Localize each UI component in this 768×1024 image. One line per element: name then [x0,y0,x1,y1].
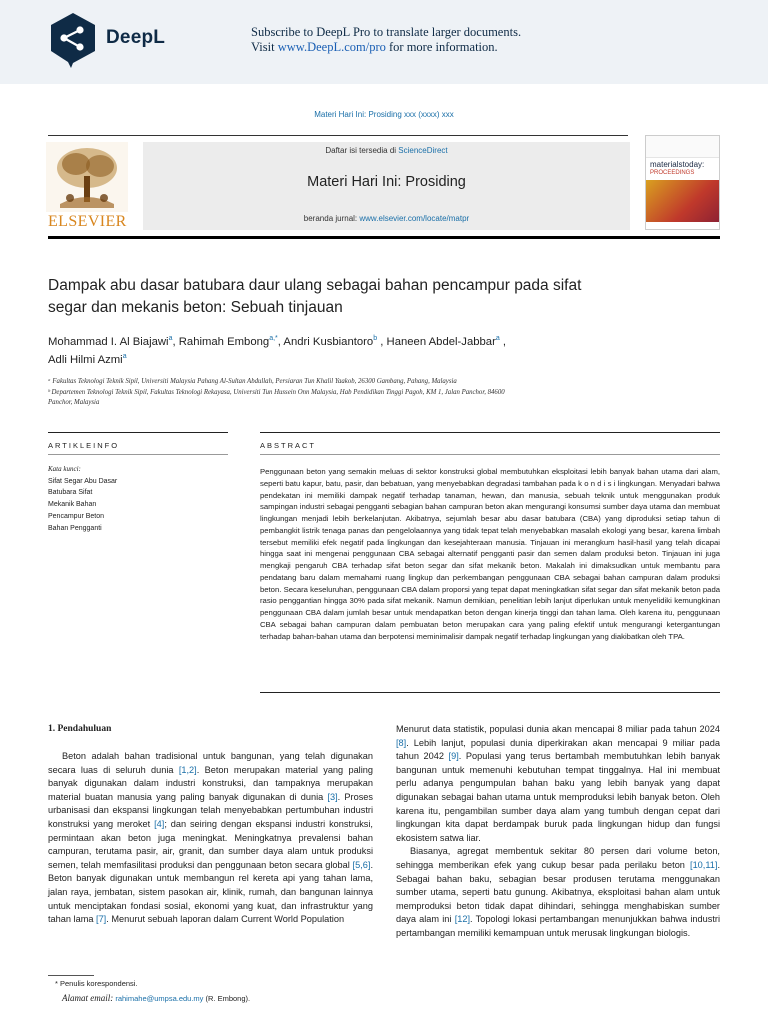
intro-text: . Populasi yang terus bertambah membutuhkan lebih banyak bangunan untuk memenuhi kebutuhan tempat tinggalnya. Hal ini membuat perlu adanya pengumpulan bahan baku yang lebih banyak yang dapat digunakan sebagai bahan utama untuk memproduksi lebih banyak beton. Oleh karena itu, pengambilan sumber daya alam yang tumbuh dengan cepat dari lingkungan kita dapat berdampak buruk pada lingkungan hidup dan fungsi ekosistem satwa liar. [396,751,720,843]
intro-text: Biasanya, agregat membentuk sekitar 80 persen dari volume beton, sehingga memberikan efek yang cukup besar pada perilaku beton [396,846,720,870]
intro-text: Menurut data statistik, populasi dunia akan mencapai 8 miliar pada tahun 2024 [396,724,720,734]
cover-top-strip [646,136,719,158]
affiliation-b-cont: Panchor, Malaysia [48,399,100,406]
author-name[interactable]: Andri Kusbiantoro [283,336,374,348]
journal-homepage-line [143,214,630,223]
deepl-banner [0,0,768,84]
article-info-heading: ARTIKLEINFO [48,441,120,450]
intro-text: . Beton banyak digunakan untuk membangun rel kereta api yang tahan lama, jalan raya, jembatan, sistem pasokan air, klinik, rumah, dan bangunan lainnya untuk menciptakan fondasi sosial, ekonomi yang kuat, dan infrastruktur yang tahan lama [48,859,373,925]
citation-link[interactable]: [5,6] [352,859,371,870]
cover-title [650,161,704,169]
banner-line-1: Subscribe to DeepL Pro to translate larger documents. [251,25,522,39]
sciencedirect-link[interactable]: ScienceDirect [398,146,448,155]
affiliation-b: ᵇ Departemen Teknologi Teknik Sipil, Fakultas Teknologi Rekayasa, Universiti Tun Hussein Onn Malaysia, Hab Pendidikan Tinggi Pagoh, KM 1, Jalan Panchor, 84600 [48,389,505,396]
section-heading-introduction: 1. Pendahuluan [48,724,112,734]
article-info-rule [48,432,228,433]
journal-masthead [143,142,630,230]
footnote-rule [48,975,94,976]
intro-text: . Lebih lanjut, populasi dunia diperkirakan akan mencapai 9 miliar pada tahun 2042 [396,737,720,762]
author-affiliation-mark[interactable]: a [122,353,127,361]
article-title [48,275,708,319]
banner-line-2-suffix: for more information. [385,40,498,54]
corresponding-author-note: * Penulis korespondensi. [55,979,138,988]
masthead-rule [48,236,720,239]
deepl-logo-icon [47,11,99,69]
journal-cover-thumbnail [645,135,720,230]
author-name[interactable]: Haneen Abdel-Jabbar [386,336,496,348]
author-affiliation-mark[interactable]: b [373,335,378,343]
keyword-item: Batubara Sifat [48,489,93,497]
intro-text: . Sebagai bahan baku, sebagian besar produsen terutama menggunakan sumber utama, seperti batu gunung. Akibatnya, eksploitasi bahan alam untuk memproduksi beton tidak dapat dihindari, sehingga menghabiskan sumber daya alam ini [396,859,720,925]
body-right-column [396,723,720,941]
intro-text: . Menurut sebuah laporan dalam Current World Population [106,914,345,925]
header-rule [48,135,628,136]
abstract-subrule [260,454,720,455]
intro-paragraph-2 [396,723,720,845]
deepl-brand: DeepL [106,27,166,48]
intro-text: . Proses urbanisasi dan ekspansi lingkungan telah menyebabkan pertumbuhan industri konstruksi yang meroket [48,791,373,829]
email-label: Alamat email: [62,993,114,1003]
citation-link[interactable]: [8] [396,737,407,748]
cover-subtitle: PROCEEDINGS [650,170,695,176]
author-separator: , [172,336,179,348]
keywords-label: Kata kunci: [48,465,81,473]
keywords-block [48,464,218,534]
email-note [62,993,250,1003]
citation-link[interactable]: [7] [96,914,107,925]
body-left-column [48,750,373,927]
author-line-2 [48,351,708,369]
intro-paragraph-3 [396,845,720,940]
abstract-bottom-rule [260,692,720,693]
author-affiliation-mark[interactable]: a [495,335,500,343]
homepage-prefix: beranda jurnal: [303,214,360,223]
keyword-item: Sifat Segar Abu Dasar [48,477,118,485]
banner-line-2 [251,40,521,55]
author-list [48,333,708,369]
email-link[interactable]: rahimahe@umpsa.edu.my [115,994,204,1003]
deepl-pro-link[interactable]: www.DeepL.com/pro [277,40,386,54]
running-head[interactable]: Materi Hari Ini: Prosiding xxx (xxxx) xxx [314,110,454,119]
intro-text: . Beton merupakan material yang paling banyak digunakan dalam industri konstruksi, dan tampaknya merupakan material buatan manusia yang paling banyak digunakan di dunia [48,764,373,802]
banner-line-2-prefix: Visit [251,40,278,54]
author-separator: , [499,336,507,348]
keyword-item: Bahan Pengganti [48,524,102,532]
article-info-subrule [48,454,228,455]
abstract-heading: ABSTRACT [260,441,317,450]
contents-prefix: Daftar isi tersedia di [325,146,399,155]
cover-title-1: materials [650,160,683,169]
abstract-text: Penggunaan beton yang semakin meluas di sektor konstruksi global membutuhkan eksploitasi lebih banyak bahan utama dari alam, seperti batu kapur, batu, pasir, dan bebatuan, yang menyebabkan degradasi tambahan pada k o n d i s i lingkungan. Menyadari bahwa pendekatan ini memiliki dampak negatif terhadap tanaman, hewan, dan manusia, sebuah teknik untuk menggunakan produk sampingan industri sebagai pengganti sebagian bahan campuran beton akan mengurangi konsumsi sumber daya utama dan membuat lingkungan menjadi lebih berkelanjutan. Akibatnya, sejumlah besar abu dasar batubara (CBA) yang diproduksi setiap tahun di pembangkit listrik tenaga panas dan pengelolaannya yang tidak tepat telah menyebabkan masalah ekologi yang besar, karena limbah tersebut memiliki efek negatif pada lingkungan dan kesejahteraan manusia. Tinjauan ini merangkum hasil-hasil yang telah dicapai hingga saat ini mengenai penggunaan CBA sebagai alternatif pengganti pasir dan semen dalam produksi beton. Tinjauan ini juga mengkaji pengaruh CBA terhadap sifat beton segar dan sifat mekanik beton. Makalah ini dimaksudkan untuk membantu para pendatang baru dalam memahami ruang lingkup dan perkembangan penggunaan CBA sebagai bahan campuran dalam produksi beton. Secara keseluruhan, penggunaan CBA dalam proporsi yang tepat dapat meningkatkan sifat segar dan sifat mekanik beton pada rasio penggantian hingga 30% pada sifat mekanik. Namun demikian, penelitian lebih lanjut diperlukan untuk menyelidiki kemungkinan penggunaan CBA dalam jumlah besar untuk mendapatkan beton dengan kinerja tinggi dan tahan lama. Oleh karena itu, penggunaan CBA sebagai bahan campuran dalam pembuatan beton merupakan cara yang paling efektif untuk mengurangi ketergantungan terhadap bahan-bahan utama dan berpotensi meminimalisir dampak negatif terhadap lingkungan yang diakibatkan oleh TPA. [260,467,720,641]
author-affiliation-mark[interactable]: a [168,335,173,343]
author-line-1 [48,333,708,351]
author-name[interactable]: Rahimah Embong [178,336,270,348]
author-affiliation-mark[interactable]: a,* [269,335,278,343]
author-separator: , [377,336,387,348]
cover-image-band [646,180,719,222]
intro-text: ; dan seiring dengan ekspansi industri konstruksi, permintaan akan beton juga meningkat. Meningkatnya prevalensi bahan campuran, terutama pasir, air, granit, dan sumber daya alam untuk produksi semen, telah memfasilitasi produksi dan penggunaan beton secara global [48,818,373,870]
author-separator: , [277,336,284,348]
intro-text: Beton adalah bahan tradisional untuk bangunan, yang telah digunakan secara luas di seluruh dunia [48,751,373,775]
citation-link[interactable]: [12] [454,914,471,925]
cover-title-2: today: [682,160,705,169]
citation-link[interactable]: [10,11] [690,859,718,870]
article-title-line-1: Dampak abu dasar batubara daur ulang sebagai bahan pencampur pada sifat [48,277,582,294]
contents-available-line [143,146,630,155]
journal-name: Materi Hari Ini: Prosiding [307,174,466,190]
intro-paragraph-1 [48,750,373,927]
elsevier-wordmark: ELSEVIER [48,213,127,230]
citation-link[interactable]: [3] [327,791,338,802]
author-name[interactable]: Adli Hilmi Azmi [48,354,123,366]
author-name[interactable]: Mohammad I. Al Biajawi [48,336,169,348]
citation-link[interactable]: [4] [154,818,165,829]
keyword-item: Mekanik Bahan [48,501,97,509]
intro-text: . Topologi lokasi pertambangan menunjukkan bahwa industri pertambangan memiliki kemampuan untuk merusak lingkungan biologis. [396,914,721,938]
citation-link[interactable]: [9] [448,751,459,762]
affiliation-a: ᵃ Fakultas Teknologi Teknik Sipil, Universiti Malaysia Pahang Al-Sultan Abdullah, Persiaran Tun Khalil Yaakob, 26300 Gambang, Pahang, Malaysia [48,378,457,385]
banner-message [251,25,521,55]
article-title-line-2: segar dan mekanis beton: Sebuah tinjauan [48,299,343,316]
citation-link[interactable]: [1,2] [178,764,197,775]
email-suffix: (R. Embong). [203,994,251,1003]
journal-homepage-link[interactable]: www.elsevier.com/locate/matpr [359,214,470,223]
keyword-item: Pencampur Beton [48,512,105,520]
abstract-rule [260,432,720,433]
